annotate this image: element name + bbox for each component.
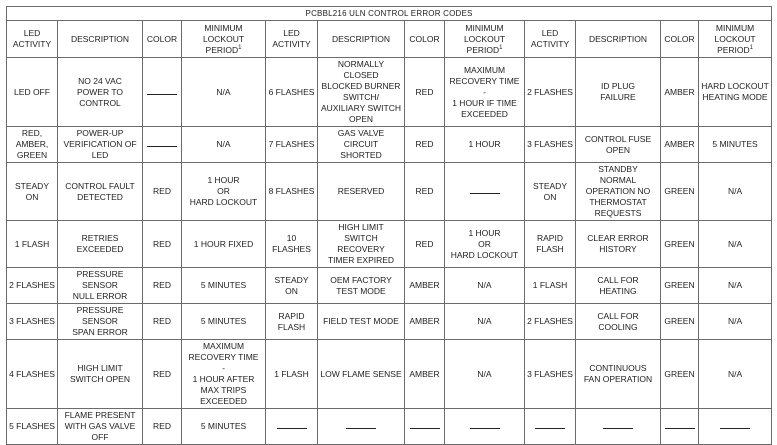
cell-lockout: [445, 163, 525, 221]
header-desc: [576, 21, 661, 58]
cell-color: RED: [143, 163, 182, 221]
cell-desc: RESERVED: [318, 163, 405, 221]
cell-color: RED: [405, 221, 445, 268]
error-codes-table: [6, 6, 772, 445]
cell-color: RED: [405, 163, 445, 221]
error-codes-table-container: [6, 6, 771, 445]
dash-line: [665, 428, 695, 429]
dash-line: [277, 428, 307, 429]
cell-lockout: 5 MINUTES: [182, 304, 266, 340]
cell-led: 2 FLASHES: [525, 304, 576, 340]
cell-color: [143, 127, 182, 163]
cell-color: RED: [143, 268, 182, 304]
cell-lockout: N/A: [699, 340, 772, 409]
cell-desc: NO 24 VAC POWER TO CONTROL: [58, 58, 143, 127]
cell-color: GREEN: [661, 221, 699, 268]
cell-led: 2 FLASHES: [7, 268, 58, 304]
cell-lockout: MAXIMUM RECOVERY TIME - 1 HOUR IF TIME EXCEEDED: [445, 58, 525, 127]
cell-color: GREEN: [661, 340, 699, 409]
dash-line: [603, 428, 633, 429]
cell-lockout: [445, 409, 525, 445]
cell-desc: LOW FLAME SENSE: [318, 340, 405, 409]
header-desc-text: DESCRIPTION: [331, 33, 391, 44]
cell-color: AMBER: [661, 127, 699, 163]
cell-led: [525, 409, 576, 445]
header-lockout-text: MINIMUM LOCKOUT PERIOD: [463, 22, 506, 55]
dash-line: [720, 428, 750, 429]
cell-color: RED: [143, 221, 182, 268]
cell-color: GREEN: [661, 268, 699, 304]
cell-lockout: N/A: [182, 58, 266, 127]
cell-led: 8 FLASHES: [266, 163, 318, 221]
cell-led: 3 FLASHES: [525, 340, 576, 409]
cell-led: 5 FLASHES: [7, 409, 58, 445]
cell-led: STEADY ON: [7, 163, 58, 221]
cell-led: 10 FLASHES: [266, 221, 318, 268]
cell-lockout: N/A: [699, 304, 772, 340]
cell-desc: ID PLUG FAILURE: [576, 58, 661, 127]
header-desc-text: DESCRIPTION: [70, 33, 130, 44]
cell-desc: PRESSURE SENSOR SPAN ERROR: [58, 304, 143, 340]
table-row: [7, 221, 772, 268]
cell-desc: GAS VALVE CIRCUIT SHORTED: [318, 127, 405, 163]
header-led: [266, 21, 318, 58]
cell-lockout: 5 MINUTES: [182, 409, 266, 445]
table-row: [7, 340, 772, 409]
dash-line: [147, 94, 177, 95]
cell-led: 6 FLASHES: [266, 58, 318, 127]
cell-led: RAPID FLASH: [525, 221, 576, 268]
header-color-text: COLOR: [409, 33, 440, 44]
table-row: [7, 163, 772, 221]
header-desc-text: DESCRIPTION: [588, 33, 648, 44]
header-led: [525, 21, 576, 58]
cell-lockout: N/A: [699, 163, 772, 221]
cell-color: GREEN: [661, 304, 699, 340]
cell-lockout: N/A: [182, 127, 266, 163]
header-led-text: LED ACTIVITY: [12, 28, 52, 49]
cell-desc: CONTINUOUS FAN OPERATION: [576, 340, 661, 409]
table-title: PCBBL216 ULN CONTROL ERROR CODES: [7, 7, 772, 21]
dash-line: [535, 428, 565, 429]
cell-desc: POWER-UP VERIFICATION OF LED: [58, 127, 143, 163]
dash-line: [470, 428, 500, 429]
header-color-text: COLOR: [146, 33, 178, 44]
cell-desc: HIGH LIMIT SWITCH RECOVERY TIMER EXPIRED: [318, 221, 405, 268]
cell-led: STEADY ON: [525, 163, 576, 221]
cell-color: AMBER: [405, 304, 445, 340]
cell-color: RED: [143, 340, 182, 409]
cell-color: RED: [143, 304, 182, 340]
cell-lockout: N/A: [699, 221, 772, 268]
cell-led: LED OFF: [7, 58, 58, 127]
cell-desc: [318, 409, 405, 445]
table-row: [7, 58, 772, 127]
cell-desc: HIGH LIMIT SWITCH OPEN: [58, 340, 143, 409]
cell-lockout: 5 MINUTES: [699, 127, 772, 163]
dash-line: [470, 193, 500, 194]
cell-color: RED: [143, 409, 182, 445]
cell-lockout: N/A: [445, 304, 525, 340]
cell-desc: OEM FACTORY TEST MODE: [318, 268, 405, 304]
cell-color: AMBER: [661, 58, 699, 127]
cell-desc: PRESSURE SENSOR NULL ERROR: [58, 268, 143, 304]
cell-lockout: 1 HOUR: [445, 127, 525, 163]
cell-color: AMBER: [405, 268, 445, 304]
cell-led: [266, 409, 318, 445]
cell-desc: CALL FOR HEATING: [576, 268, 661, 304]
cell-color: GREEN: [661, 163, 699, 221]
cell-desc: RETRIES EXCEEDED: [58, 221, 143, 268]
header-color: [405, 21, 445, 58]
header-lockout: [445, 21, 525, 58]
table-row: [7, 268, 772, 304]
cell-color: AMBER: [405, 340, 445, 409]
cell-led: 1 FLASH: [266, 340, 318, 409]
header-led: [7, 21, 58, 58]
cell-desc: CLEAR ERROR HISTORY: [576, 221, 661, 268]
cell-desc: FIELD TEST MODE: [318, 304, 405, 340]
table-row: [7, 304, 772, 340]
cell-lockout: [699, 409, 772, 445]
footnote-marker: 1: [238, 44, 242, 51]
cell-lockout: N/A: [445, 268, 525, 304]
header-lockout-text: MINIMUM LOCKOUT PERIOD: [714, 22, 756, 55]
cell-color: [405, 409, 445, 445]
cell-color: [143, 58, 182, 127]
cell-led: 2 FLASHES: [525, 58, 576, 127]
cell-lockout: 1 HOUR FIXED: [182, 221, 266, 268]
cell-color: RED: [405, 58, 445, 127]
header-color: [143, 21, 182, 58]
cell-lockout: MAXIMUM RECOVERY TIME - 1 HOUR AFTER MAX TRIPS EXCEEDED: [182, 340, 266, 409]
cell-lockout: 5 MINUTES: [182, 268, 266, 304]
cell-desc: CONTROL FUSE OPEN: [576, 127, 661, 163]
dash-line: [410, 428, 440, 429]
cell-color: [661, 409, 699, 445]
header-led-text: LED ACTIVITY: [272, 28, 311, 49]
table-row: [7, 409, 772, 445]
header-lockout-text: MINIMUM LOCKOUT PERIOD: [202, 22, 245, 55]
cell-desc: FLAME PRESENT WITH GAS VALVE OFF: [58, 409, 143, 445]
cell-led: 7 FLASHES: [266, 127, 318, 163]
cell-led: STEADY ON: [266, 268, 318, 304]
header-color: [661, 21, 699, 58]
header-color-text: COLOR: [664, 33, 695, 44]
cell-desc: NORMALLY CLOSED BLOCKED BURNER SWITCH/ AUXILIARY SWITCH OPEN: [318, 58, 405, 127]
cell-led: 1 FLASH: [7, 221, 58, 268]
cell-lockout: 1 HOUR OR HARD LOCKOUT: [182, 163, 266, 221]
header-row: [7, 21, 772, 58]
header-lockout: [182, 21, 266, 58]
cell-color: RED: [405, 127, 445, 163]
cell-desc: CONTROL FAULT DETECTED: [58, 163, 143, 221]
cell-led: 3 FLASHES: [525, 127, 576, 163]
cell-led: 3 FLASHES: [7, 304, 58, 340]
header-lockout: [699, 21, 772, 58]
cell-led: RED, AMBER, GREEN: [7, 127, 58, 163]
dash-line: [346, 428, 376, 429]
cell-desc: CALL FOR COOLING: [576, 304, 661, 340]
header-desc: [318, 21, 405, 58]
header-desc: [58, 21, 143, 58]
footnote-marker: 1: [749, 44, 754, 51]
dash-line: [147, 146, 177, 147]
cell-lockout: N/A: [699, 268, 772, 304]
cell-lockout: HARD LOCKOUT HEATING MODE: [699, 58, 772, 127]
cell-desc: [576, 409, 661, 445]
cell-led: 4 FLASHES: [7, 340, 58, 409]
cell-led: RAPID FLASH: [266, 304, 318, 340]
header-led-text: LED ACTIVITY: [530, 28, 570, 49]
cell-led: 1 FLASH: [525, 268, 576, 304]
cell-lockout: N/A: [445, 340, 525, 409]
cell-desc: STANDBY NORMAL OPERATION NO THERMOSTAT REQUESTS: [576, 163, 661, 221]
cell-lockout: 1 HOUR OR HARD LOCKOUT: [445, 221, 525, 268]
title-row: [7, 7, 772, 21]
footnote-marker: 1: [499, 44, 503, 51]
table-row: [7, 127, 772, 163]
